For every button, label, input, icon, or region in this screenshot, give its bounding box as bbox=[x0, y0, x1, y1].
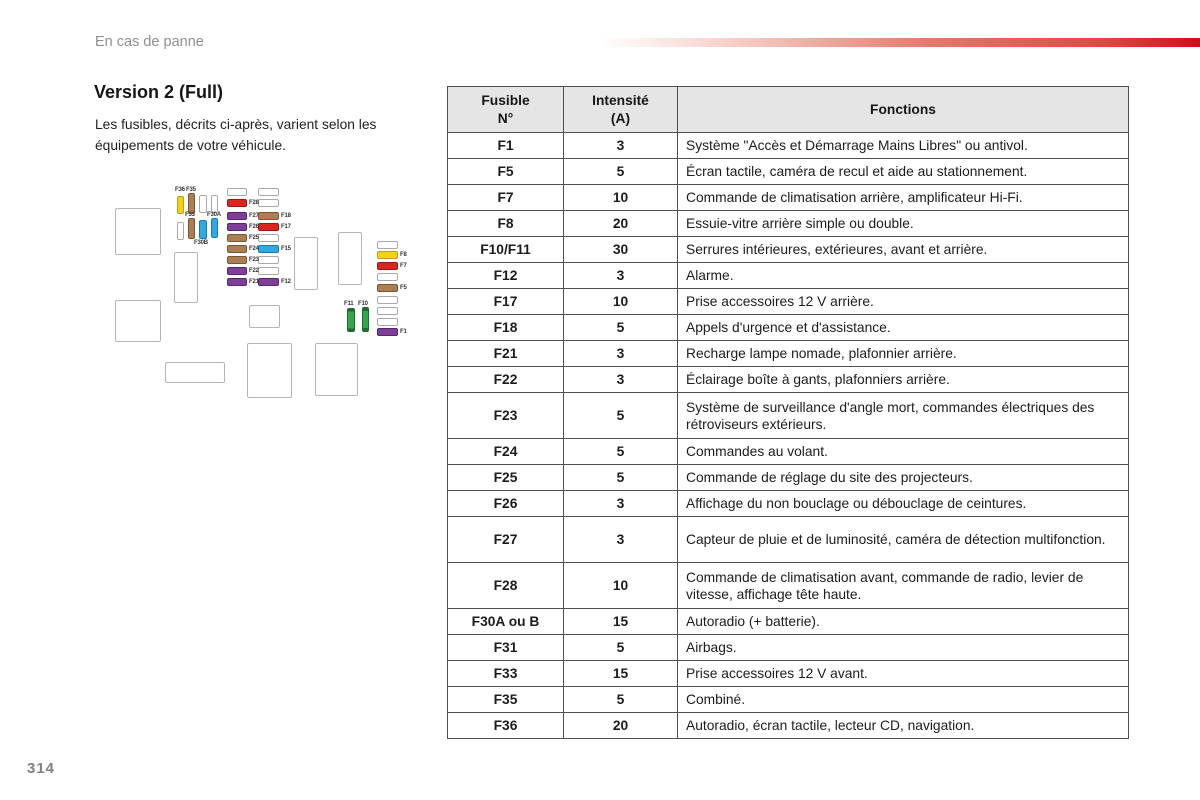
fuse-unlabeled bbox=[258, 256, 279, 264]
table-row bbox=[448, 237, 1129, 263]
table-row bbox=[448, 159, 1129, 185]
function-cell: Combiné. bbox=[678, 687, 1129, 713]
fuse-unlabeled bbox=[258, 234, 279, 242]
amperage-cell: 3 bbox=[564, 491, 678, 517]
amperage-cell: 10 bbox=[564, 185, 678, 211]
fuse-f22 bbox=[227, 267, 247, 275]
fuse-label-f33: F33 bbox=[185, 212, 195, 218]
col-header-amperage bbox=[564, 87, 678, 133]
fuse-number-cell: F35 bbox=[448, 687, 564, 713]
fuse-number-cell: F30A ou B bbox=[448, 609, 564, 635]
fuse-label-f25: F25 bbox=[249, 235, 259, 241]
amperage-cell: 5 bbox=[564, 315, 678, 341]
fuse-label-f18: F18 bbox=[281, 213, 291, 219]
table-row bbox=[448, 687, 1129, 713]
table-row bbox=[448, 133, 1129, 159]
function-cell: Prise accessoires 12 V avant. bbox=[678, 661, 1129, 687]
fuse-f10 bbox=[362, 307, 369, 332]
amperage-cell: 20 bbox=[564, 713, 678, 739]
table-header-row bbox=[448, 87, 1129, 133]
fuse-label-f23: F23 bbox=[249, 257, 259, 263]
page-number: 314 bbox=[27, 760, 56, 777]
fuse-f26 bbox=[227, 223, 247, 231]
table-row bbox=[448, 393, 1129, 439]
function-cell: Capteur de pluie et de luminosité, caméra de détection multifonction. bbox=[678, 517, 1129, 563]
fuse-f12 bbox=[258, 278, 279, 286]
amperage-cell: 30 bbox=[564, 237, 678, 263]
fuse-number-cell: F25 bbox=[448, 465, 564, 491]
fuse-unlabeled bbox=[377, 241, 398, 249]
amperage-cell: 3 bbox=[564, 517, 678, 563]
fusebox-module bbox=[315, 343, 358, 396]
fuse-label-f7: F7 bbox=[400, 263, 407, 269]
fuse-number-cell: F7 bbox=[448, 185, 564, 211]
amperage-cell: 10 bbox=[564, 289, 678, 315]
function-cell: Éclairage boîte à gants, plafonniers arrière. bbox=[678, 367, 1129, 393]
fuse-f25 bbox=[227, 234, 247, 242]
fuse-f21 bbox=[227, 278, 247, 286]
col-header-functions bbox=[678, 87, 1129, 133]
function-cell: Système de surveillance d'angle mort, commandes électriques des rétroviseurs extérieurs. bbox=[678, 393, 1129, 439]
page-title: Version 2 (Full) bbox=[94, 82, 224, 102]
fusebox-module bbox=[174, 252, 198, 303]
fuse-label-f22: F22 bbox=[249, 268, 259, 274]
fuse-label-f8: F8 bbox=[400, 252, 407, 258]
col-header-amp-line2: (A) bbox=[610, 110, 631, 126]
amperage-cell: 10 bbox=[564, 563, 678, 609]
fuse-label-f24: F24 bbox=[249, 246, 259, 252]
amperage-cell: 15 bbox=[564, 661, 678, 687]
fuse-f5 bbox=[377, 284, 398, 292]
fuse-number-cell: F5 bbox=[448, 159, 564, 185]
amperage-cell: 15 bbox=[564, 609, 678, 635]
fuse-number-cell: F18 bbox=[448, 315, 564, 341]
function-cell: Essuie-vitre arrière simple ou double. bbox=[678, 211, 1129, 237]
amperage-cell: 5 bbox=[564, 635, 678, 661]
fuse-number-cell: F21 bbox=[448, 341, 564, 367]
amperage-cell: 5 bbox=[564, 687, 678, 713]
fuse-number-cell: F24 bbox=[448, 439, 564, 465]
fuse-label-f5: F5 bbox=[400, 285, 407, 291]
fuse-label-f15: F15 bbox=[281, 246, 291, 252]
function-cell: Alarme. bbox=[678, 263, 1129, 289]
function-cell: Autoradio, écran tactile, lecteur CD, navigation. bbox=[678, 713, 1129, 739]
col-header-amp-line1: Intensité bbox=[592, 92, 649, 108]
fusebox-module bbox=[294, 237, 318, 290]
function-cell: Commande de réglage du site des projecteurs. bbox=[678, 465, 1129, 491]
table-row bbox=[448, 465, 1129, 491]
fuse-f35 bbox=[188, 193, 195, 214]
col-header-functions-label: Fonctions bbox=[870, 101, 936, 117]
table-row bbox=[448, 491, 1129, 517]
fuse-f7 bbox=[377, 262, 398, 270]
fuse-number-cell: F8 bbox=[448, 211, 564, 237]
fuse-f1 bbox=[377, 328, 398, 336]
fuse-number-cell: F36 bbox=[448, 713, 564, 739]
function-cell: Commande de climatisation arrière, amplificateur Hi-Fi. bbox=[678, 185, 1129, 211]
fuse-label-f35: F35 bbox=[186, 187, 196, 193]
function-cell: Airbags. bbox=[678, 635, 1129, 661]
fuse-label-f21: F21 bbox=[249, 279, 259, 285]
amperage-cell: 5 bbox=[564, 439, 678, 465]
fuse-number-cell: F31 bbox=[448, 635, 564, 661]
fuse-unlabeled bbox=[258, 199, 279, 207]
fuse-number-cell: F22 bbox=[448, 367, 564, 393]
col-header-fuse-line2: N° bbox=[497, 110, 514, 126]
accent-stripe bbox=[600, 38, 1200, 47]
fuse-f17 bbox=[258, 223, 279, 231]
table-row bbox=[448, 517, 1129, 563]
fuse-label-f36: F36 bbox=[175, 187, 185, 193]
amperage-cell: 5 bbox=[564, 465, 678, 491]
fusebox-module bbox=[338, 232, 362, 285]
function-cell: Serrures intérieures, extérieures, avant et arrière. bbox=[678, 237, 1129, 263]
fuse-unlabeled bbox=[177, 222, 184, 240]
fuse-label-f26: F26 bbox=[249, 224, 259, 230]
fuse-table-body bbox=[448, 133, 1129, 739]
fuse-f18 bbox=[258, 212, 279, 220]
fuse-label-f1: F1 bbox=[400, 329, 407, 335]
table-row bbox=[448, 609, 1129, 635]
fuse-number-cell: F10/F11 bbox=[448, 237, 564, 263]
table-row bbox=[448, 263, 1129, 289]
table-row bbox=[448, 661, 1129, 687]
amperage-cell: 5 bbox=[564, 393, 678, 439]
table-row bbox=[448, 185, 1129, 211]
fuse-f8 bbox=[377, 251, 398, 259]
function-cell: Affichage du non bouclage ou débouclage de ceintures. bbox=[678, 491, 1129, 517]
fuse-f27 bbox=[227, 212, 247, 220]
fuse-label-f27: F27 bbox=[249, 213, 259, 219]
fuse-label-f17: F17 bbox=[281, 224, 291, 230]
function-cell: Commandes au volant. bbox=[678, 439, 1129, 465]
fuse-f24 bbox=[227, 245, 247, 253]
table-row bbox=[448, 367, 1129, 393]
amperage-cell: 3 bbox=[564, 263, 678, 289]
fuse-unlabeled bbox=[199, 195, 207, 213]
fuse-label-f11: F11 bbox=[344, 301, 354, 307]
table-row bbox=[448, 211, 1129, 237]
fuse-number-cell: F33 bbox=[448, 661, 564, 687]
fusebox-module bbox=[115, 300, 161, 342]
fuse-table bbox=[447, 86, 1129, 739]
fuse-number-cell: F1 bbox=[448, 133, 564, 159]
function-cell: Écran tactile, caméra de recul et aide au stationnement. bbox=[678, 159, 1129, 185]
fusebox-module bbox=[249, 305, 280, 328]
fuse-label-f28: F28 bbox=[249, 200, 259, 206]
fuse-unlabeled bbox=[258, 267, 279, 275]
fuse-unlabeled bbox=[258, 188, 279, 196]
fuse-unlabeled bbox=[211, 195, 218, 213]
fuse-f23 bbox=[227, 256, 247, 264]
table-row bbox=[448, 341, 1129, 367]
fuse-f15 bbox=[258, 245, 279, 253]
function-cell: Appels d'urgence et d'assistance. bbox=[678, 315, 1129, 341]
amperage-cell: 5 bbox=[564, 159, 678, 185]
fuse-unlabeled bbox=[377, 273, 398, 281]
fusebox-diagram bbox=[95, 175, 425, 405]
amperage-cell: 3 bbox=[564, 133, 678, 159]
fuse-number-cell: F12 bbox=[448, 263, 564, 289]
fuse-label-f30b: F30B bbox=[194, 240, 208, 246]
col-header-fuse bbox=[448, 87, 564, 133]
function-cell: Prise accessoires 12 V arrière. bbox=[678, 289, 1129, 315]
fuse-f28 bbox=[227, 199, 247, 207]
fuse-label-f30a: F30A bbox=[207, 212, 221, 218]
function-cell: Système "Accès et Démarrage Mains Libres" ou antivol. bbox=[678, 133, 1129, 159]
section-header: En cas de panne bbox=[95, 34, 204, 50]
fuse-label-f12: F12 bbox=[281, 279, 291, 285]
fuse-number-cell: F27 bbox=[448, 517, 564, 563]
intro-text: Les fusibles, décrits ci-après, varient selon les équipements de votre véhicule. bbox=[95, 117, 377, 153]
function-cell: Autoradio (+ batterie). bbox=[678, 609, 1129, 635]
amperage-cell: 3 bbox=[564, 367, 678, 393]
fusebox-module bbox=[115, 208, 161, 255]
fusebox-module bbox=[165, 362, 225, 383]
fuse-label-f10: F10 bbox=[358, 301, 368, 307]
fuse-f30a bbox=[211, 218, 218, 238]
col-header-fuse-line1: Fusible bbox=[481, 92, 530, 108]
table-row bbox=[448, 315, 1129, 341]
fuse-unlabeled bbox=[377, 307, 398, 315]
fuse-f33 bbox=[188, 218, 195, 239]
fuse-number-cell: F28 bbox=[448, 563, 564, 609]
table-row bbox=[448, 635, 1129, 661]
fuse-number-cell: F23 bbox=[448, 393, 564, 439]
table-row bbox=[448, 563, 1129, 609]
function-cell: Commande de climatisation avant, commande de radio, levier de vitesse, affichage tête haute. bbox=[678, 563, 1129, 609]
amperage-cell: 3 bbox=[564, 341, 678, 367]
table-row bbox=[448, 289, 1129, 315]
fuse-number-cell: F26 bbox=[448, 491, 564, 517]
fuse-unlabeled bbox=[377, 296, 398, 304]
fuse-f30b bbox=[199, 220, 207, 239]
table-row bbox=[448, 713, 1129, 739]
fuse-f11 bbox=[347, 308, 355, 332]
fuse-number-cell: F17 bbox=[448, 289, 564, 315]
function-cell: Recharge lampe nomade, plafonnier arrière. bbox=[678, 341, 1129, 367]
amperage-cell: 20 bbox=[564, 211, 678, 237]
fuse-f36 bbox=[177, 196, 184, 214]
fuse-unlabeled bbox=[227, 188, 247, 196]
fusebox-module bbox=[247, 343, 292, 398]
table-row bbox=[448, 439, 1129, 465]
fuse-unlabeled bbox=[377, 318, 398, 326]
